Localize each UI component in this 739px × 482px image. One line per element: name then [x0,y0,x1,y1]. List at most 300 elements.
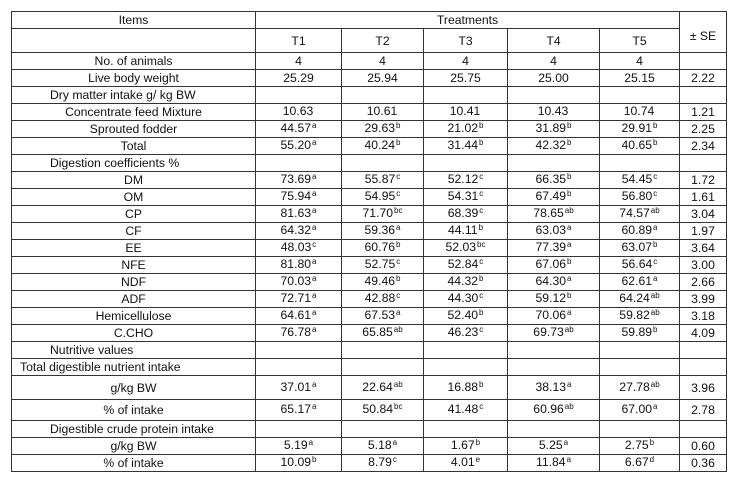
significance-superscript: a [563,438,569,447]
row-label: DM [12,172,256,189]
empty-cell [424,87,508,104]
value-text: 25.29 [283,71,314,85]
value-cell-t4 [508,240,600,257]
value-text: 52.12 [447,172,479,186]
results-table-container [11,11,726,472]
value-text: 67.00 [621,402,653,416]
row-dc-om [12,189,727,206]
significance-superscript: c [479,189,484,198]
significance-superscript: d [649,455,655,464]
col-header-se: ± SE [680,29,727,53]
significance-superscript: c [396,172,401,181]
significance-superscript: b [653,240,658,249]
value-cell-t2 [342,240,424,257]
value-text: 65.17 [280,402,312,416]
value-cell-t3 [424,291,508,308]
significance-superscript: a [312,223,317,232]
significance-superscript: a [653,223,658,232]
row-label: NDF [12,274,256,291]
value-text: 31.89 [535,121,567,135]
value-text: 4 [462,54,469,68]
value-text: 42.32 [535,138,567,152]
significance-superscript: a [308,438,314,447]
value-text: 37.01 [280,379,312,394]
value-cell-t1 [256,53,342,70]
empty-cell [600,155,680,172]
value-cell-t1 [256,104,342,121]
value-cell-t3 [424,308,508,325]
col-header-t5: T5 [600,29,680,53]
value-text: 10.41 [449,104,481,118]
se-value: 2.25 [680,121,727,138]
value-text: 40.65 [621,138,653,152]
empty-cell [508,342,600,359]
value-cell-t2 [342,325,424,342]
value-cell-t2 [342,400,424,421]
row-dry-matter-intake-title [12,87,727,104]
value-cell-t3 [424,240,508,257]
value-text: 41.48 [447,402,479,416]
se-value [680,53,727,70]
value-cell-t3 [424,189,508,206]
se-value: 1.61 [680,189,727,206]
value-text: 71.70 [362,206,394,220]
value-text: 4 [636,54,643,68]
row-dc-ee [12,240,727,257]
significance-superscript: b [567,189,572,198]
value-text: 70.06 [535,308,567,322]
significance-superscript: a [653,274,658,283]
items-header-blank [12,29,256,53]
col-header-t4: T4 [508,29,600,53]
value-text: 55.20 [280,138,312,152]
significance-superscript: a [312,121,317,130]
value-text: 60.96 [533,402,564,416]
row-label: C.CHO [12,325,256,342]
value-text: 75.94 [280,189,312,203]
significance-superscript: b [649,438,655,447]
value-text: 25.94 [367,71,398,85]
significance-superscript: b [567,138,572,147]
value-cell-t4 [508,138,600,155]
value-cell-t2 [342,138,424,155]
value-cell-t3 [424,121,508,138]
significance-superscript: b [567,121,572,130]
section-title: Digestible crude protein intake [12,421,256,438]
value-cell-t3 [424,206,508,223]
value-cell-t5 [600,274,680,291]
significance-superscript: b [653,121,658,130]
row-label: EE [12,240,256,257]
significance-superscript: ab [564,206,574,215]
value-cell-t1 [256,438,342,455]
value-text: 78.65 [533,206,564,220]
section-title: Nutritive values [12,342,256,359]
value-text: 6.67 [624,455,649,469]
significance-superscript: bc [394,402,403,411]
value-text: 48.03 [280,240,312,254]
value-text: 68.39 [447,206,479,220]
empty-cell [256,421,342,438]
significance-superscript: c [396,189,401,198]
value-cell-t1 [256,206,342,223]
value-text: 64.30 [535,274,567,288]
row-dc-cf [12,223,727,240]
value-cell-t3 [424,274,508,291]
value-cell-t1 [256,172,342,189]
value-text: 66.35 [535,172,567,186]
value-text: 81.63 [280,206,312,220]
value-text: 4 [550,54,557,68]
value-cell-t3 [424,400,508,421]
row-dcp-pct-intake [12,455,727,472]
value-text: 59.36 [364,223,396,237]
results-table [11,11,727,472]
value-cell-t2 [342,206,424,223]
se-value: 0.36 [680,455,727,472]
se-value: 3.96 [680,376,727,400]
row-label: OM [12,189,256,206]
value-cell-t3 [424,223,508,240]
row-tdn-g-kg-bw [12,376,727,400]
value-text: 40.24 [364,138,396,152]
value-text: 2.75 [624,438,649,452]
value-cell-t5 [600,325,680,342]
row-label: % of intake [12,455,256,472]
significance-superscript: ab [564,402,574,411]
value-cell-t3 [424,104,508,121]
value-text: 5.25 [538,438,563,452]
value-text: 5.18 [367,438,392,452]
empty-cell [680,87,727,104]
significance-superscript: c [653,172,658,181]
row-label: CF [12,223,256,240]
row-label: Concentrate feed Mixture [12,104,256,121]
se-value: 3.99 [680,291,727,308]
value-cell-t1 [256,189,342,206]
value-cell-t4 [508,438,600,455]
empty-cell [342,87,424,104]
row-tdn-title [12,359,727,376]
row-total [12,138,727,155]
empty-cell [680,342,727,359]
value-text: 10.61 [366,104,398,118]
row-label: CP [12,206,256,223]
value-cell-t5 [600,400,680,421]
value-text: 44.32 [447,274,479,288]
value-cell-t1 [256,325,342,342]
significance-superscript: c [653,189,658,198]
row-concentrate-feed-mixture [12,104,727,121]
empty-cell [600,359,680,376]
value-cell-t1 [256,70,342,87]
value-text: 67.49 [535,189,567,203]
value-text: 1.67 [450,438,475,452]
significance-superscript: b [479,121,484,130]
value-text: 59.82 [619,308,650,322]
value-text: 46.23 [447,325,479,339]
value-text: 10.09 [280,455,312,469]
value-text: 4 [295,54,302,68]
significance-superscript: b [567,172,572,181]
value-cell-t4 [508,223,600,240]
significance-superscript: a [567,240,572,249]
value-text: 62.61 [621,274,653,288]
value-cell-t4 [508,189,600,206]
empty-cell [680,155,727,172]
value-cell-t5 [600,223,680,240]
header-row-2 [12,29,727,53]
section-title: Total digestible nutrient intake [12,359,256,376]
value-text: 67.06 [535,257,567,271]
value-cell-t2 [342,172,424,189]
row-sprouted-fodder [12,121,727,138]
significance-superscript: b [479,274,484,283]
value-cell-t2 [342,53,424,70]
value-cell-t3 [424,325,508,342]
significance-superscript: b [396,138,401,147]
value-cell-t5 [600,53,680,70]
value-cell-t1 [256,223,342,240]
value-text: 44.30 [447,291,479,305]
empty-cell [424,359,508,376]
value-cell-t5 [600,376,680,400]
value-cell-t3 [424,376,508,400]
empty-cell [508,87,600,104]
se-value: 3.64 [680,240,727,257]
value-text: 49.46 [364,274,396,288]
value-cell-t4 [508,376,600,400]
value-cell-t5 [600,455,680,472]
significance-superscript: c [396,257,401,266]
significance-superscript: a [312,308,317,317]
col-header-t2: T2 [342,29,424,53]
empty-cell [256,359,342,376]
empty-cell [424,342,508,359]
significance-superscript: a [312,257,317,266]
value-text: 54.45 [621,172,653,186]
value-cell-t4 [508,172,600,189]
empty-cell [508,359,600,376]
value-text: 50.84 [362,402,394,416]
significance-superscript: ab [650,379,660,389]
value-cell-t4 [508,400,600,421]
significance-superscript: a [312,206,317,215]
value-text: 67.53 [364,308,396,322]
row-dc-hemicellulose [12,308,727,325]
significance-superscript: a [567,223,572,232]
value-text: 52.84 [447,257,479,271]
col-header-t3: T3 [424,29,508,53]
value-text: 25.15 [624,71,655,85]
value-cell-t3 [424,257,508,274]
row-label: Sprouted fodder [12,121,256,138]
empty-cell [508,155,600,172]
value-cell-t5 [600,121,680,138]
significance-superscript: ab [650,308,660,317]
significance-superscript: a [312,189,317,198]
significance-superscript: a [567,379,572,389]
value-cell-t1 [256,240,342,257]
value-cell-t4 [508,455,600,472]
significance-superscript: e [475,455,481,464]
row-dc-dm [12,172,727,189]
value-cell-t4 [508,206,600,223]
value-text: 81.80 [280,257,312,271]
value-cell-t3 [424,172,508,189]
value-text: 64.24 [619,291,650,305]
significance-superscript: c [392,455,397,464]
value-cell-t2 [342,274,424,291]
value-text: 59.89 [621,325,653,339]
value-cell-t2 [342,70,424,87]
value-text: 4 [379,54,386,68]
value-text: 10.63 [282,104,314,118]
significance-superscript: c [479,325,484,334]
significance-superscript: b [479,308,484,317]
row-label: g/kg BW [12,376,256,400]
row-label: g/kg BW [12,438,256,455]
row-label: Total [12,138,256,155]
empty-cell [600,87,680,104]
row-label: No. of animals [12,53,256,70]
treatments-header: Treatments [256,12,680,29]
value-text: 60.89 [621,223,653,237]
value-text: 60.76 [364,240,396,254]
value-text: 64.61 [280,308,312,322]
significance-superscript: b [312,455,317,464]
value-cell-t2 [342,291,424,308]
significance-superscript: c [479,172,484,181]
value-cell-t3 [424,138,508,155]
empty-cell [342,342,424,359]
value-cell-t1 [256,400,342,421]
significance-superscript: c [479,402,484,411]
significance-superscript: ab [393,379,403,389]
significance-superscript: c [396,291,401,300]
value-cell-t2 [342,308,424,325]
row-dcp-g-kg-bw [12,438,727,455]
significance-superscript: c [653,257,658,266]
value-cell-t2 [342,438,424,455]
value-text: 74.57 [619,206,650,220]
row-dc-nfe [12,257,727,274]
value-text: 31.44 [447,138,479,152]
value-text: 11.84 [535,455,566,469]
value-cell-t1 [256,376,342,400]
significance-superscript: a [396,308,401,317]
significance-superscript: b [479,138,484,147]
value-text: 77.39 [535,240,567,254]
value-text: 70.03 [280,274,312,288]
col-header-t1: T1 [256,29,342,53]
row-tdn-pct-intake [12,400,727,421]
value-text: 4.01 [450,455,475,469]
significance-superscript: a [312,379,317,389]
se-value: 2.78 [680,400,727,421]
se-value: 1.21 [680,104,727,121]
value-cell-t4 [508,291,600,308]
value-text: 25.75 [450,71,481,85]
value-cell-t5 [600,70,680,87]
significance-superscript: b [475,438,481,447]
empty-cell [424,155,508,172]
value-cell-t5 [600,240,680,257]
value-text: 25.00 [538,71,569,85]
significance-superscript: b [653,138,658,147]
row-label: ADF [12,291,256,308]
significance-superscript: ab [650,291,660,300]
value-cell-t5 [600,438,680,455]
value-text: 56.80 [621,189,653,203]
value-text: 73.69 [280,172,312,186]
value-cell-t2 [342,455,424,472]
value-cell-t5 [600,206,680,223]
significance-superscript: a [567,308,572,317]
row-dc-adf [12,291,727,308]
value-text: 44.57 [280,121,312,135]
row-live-body-weight [12,70,727,87]
significance-superscript: a [653,402,658,411]
value-cell-t5 [600,189,680,206]
significance-superscript: a [312,274,317,283]
value-text: 22.64 [362,379,393,394]
value-text: 5.19 [283,438,308,452]
empty-cell [680,421,727,438]
row-label: % of intake [12,400,256,421]
value-cell-t5 [600,257,680,274]
value-cell-t2 [342,121,424,138]
value-cell-t4 [508,257,600,274]
value-text: 63.07 [621,240,653,254]
significance-superscript: a [566,455,572,464]
value-text: 10.43 [537,104,569,118]
value-text: 42.88 [364,291,396,305]
value-text: 8.79 [368,455,392,469]
significance-superscript: bc [394,206,403,215]
significance-superscript: a [567,274,572,283]
significance-superscript: b [567,291,572,300]
value-text: 52.03 [445,240,477,254]
empty-cell [256,87,342,104]
significance-superscript: c [479,206,484,215]
value-text: 29.63 [364,121,396,135]
value-cell-t5 [600,291,680,308]
significance-superscript: ab [650,206,660,215]
value-text: 54.95 [364,189,396,203]
se-value: 0.60 [680,438,727,455]
value-text: 38.13 [535,379,567,394]
empty-cell [342,421,424,438]
value-cell-t1 [256,257,342,274]
value-cell-t4 [508,70,600,87]
row-dc-c-cho [12,325,727,342]
significance-superscript: b [396,240,401,249]
significance-superscript: bc [477,240,486,249]
se-value: 3.00 [680,257,727,274]
value-cell-t4 [508,121,600,138]
significance-superscript: b [396,274,401,283]
value-text: 29.91 [621,121,653,135]
significance-superscript: ab [393,325,403,334]
empty-cell [600,342,680,359]
value-text: 59.12 [535,291,567,305]
se-value: 1.97 [680,223,727,240]
se-value: 3.04 [680,206,727,223]
section-title: Dry matter intake g/ kg BW [12,87,256,104]
value-text: 16.88 [447,379,479,394]
value-text: 52.40 [447,308,479,322]
